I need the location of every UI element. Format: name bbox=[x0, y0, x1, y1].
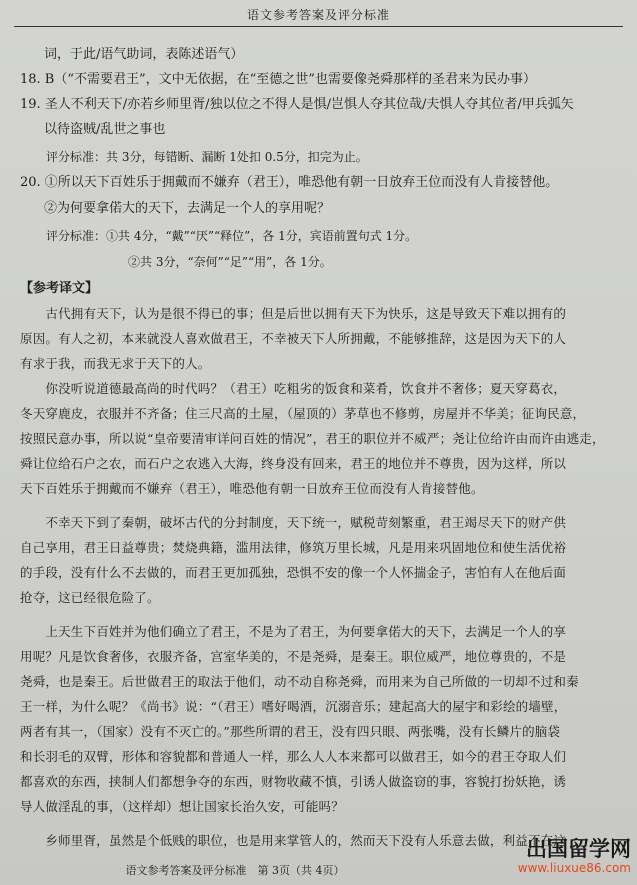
translation-line: 都喜欢的东西，挟制人们都想争夺的东西，财物收藏不慎，引诱人做盗窃的事，容貌打扮妖艳，诱 bbox=[20, 774, 567, 789]
translation-line: 抢夺，这已经很危险了。 bbox=[20, 590, 160, 605]
translation-line: 和长羽毛的双臂，形体和容貌都和普通人一样，那么人人本来都可以做君王，如今的君王夺取人们 bbox=[20, 749, 567, 764]
page-footer: 语文参考答案及评分标准 第 3页（共 4页） bbox=[125, 864, 345, 877]
translation-line: 用呢？凡是饮食奢侈，衣服齐备，宫室华美的，不是尧舜，是秦王。职位威严，地位尊贵的，不是 bbox=[20, 649, 567, 664]
translation-line: 古代拥有天下，认为是很不得已的事；但是后世以拥有天下为快乐，这是导致天下难以拥有的 bbox=[20, 306, 567, 321]
translation-line: 自己享用，君王日益尊贵；焚烧典籍，滥用法律，修筑万里长城，凡是用来巩固地位和使生活优裕 bbox=[20, 540, 567, 555]
answer-20-line-2: ②为何要拿偌大的天下，去满足一个人的享用呢？ bbox=[44, 201, 331, 216]
translation-line: 两者有其一，（国家）没有不灭亡的。”那些所谓的君王，没有四只眼、两张嘴，没有长鳞片的脑袋 bbox=[20, 724, 561, 739]
header-rule bbox=[14, 26, 623, 27]
translation-line: 有求于我，而我无求于天下的人。 bbox=[20, 356, 211, 371]
answer-20-grading-2: ②共 3分，“奈何”“足”“用”，各 1分。 bbox=[128, 255, 332, 269]
answer-18: 18. B（“不需要君王”，文中无依据，在“至德之世”也需要像尧舜那样的圣君来为民办事） bbox=[20, 72, 536, 87]
translation-line: 尧舜，也是秦王。后世做君王的取法于他们，动不动自称尧舜，而用来为自己所做的一切却不过和秦 bbox=[20, 674, 579, 689]
translation-line: 的手段，没有什么不去做的，而君王更加孤独，恐惧不安的像一个人怀揣金子，害怕有人在他后面 bbox=[20, 565, 567, 580]
answer-20-line-1: 20. ①所以天下百姓乐于拥戴而不嫌弃（君王），唯恐他有朝一日放弃王位而没有人肯接替他。 bbox=[20, 175, 559, 190]
translation-line: 王一样，为什么呢？《尚书》说：“（君王）嗜好喝酒，沉溺音乐；建起高大的屋宇和彩绘的墙壁， bbox=[20, 699, 567, 714]
translation-heading: 【参考译文】 bbox=[20, 281, 99, 296]
answer-17-continued: 词，于此/语气助词，表陈述语气） bbox=[44, 47, 244, 62]
translation-line: 按照民意办事，所以说“皇帝要清审详问百姓的情况”，君王的职位并不威严；尧让位给许由而许由逃走， bbox=[20, 431, 605, 446]
translation-line: 不幸天下到了秦朝，破坏古代的分封制度，天下统一，赋税苛刻繁重，君王竭尽天下的财产供 bbox=[20, 515, 567, 530]
translation-line: 天下百姓乐于拥戴而不嫌弃（君王），唯恐他有朝一日放弃王位而没有人肯接替他。 bbox=[20, 481, 484, 496]
watermark-title: 出国留学网 bbox=[526, 837, 631, 861]
answer-19-line-2: 以待盗贼/乱世之事也 bbox=[44, 122, 166, 137]
watermark-url: www.liuxue86.com bbox=[517, 861, 631, 875]
translation-line: 冬天穿鹿皮，衣服并不齐备；住三尺高的土屋，（屋顶的）茅草也不修剪，房屋并不华美；征询民意， bbox=[20, 406, 586, 421]
translation-line: 导人做淫乱的事，（这样却）想让国家长治久安，可能吗？ bbox=[20, 799, 344, 814]
answer-20-grading-1: 评分标准：①共 4分，“戴”“厌”“释位”，各 1分，宾语前置句式 1分。 bbox=[46, 229, 418, 243]
answer-19-line-1: 19. 圣人不利天下/亦若乡师里胥/独以位之不得人是惧/岂惧人夺其位哉/夫惧人夺其位者/甲兵弧矢 bbox=[20, 97, 574, 112]
answer-19-grading: 评分标准：共 3分，每错断、漏断 1处扣 0.5分，扣完为止。 bbox=[46, 150, 368, 164]
translation-line: 你没听说道德最高尚的时代吗？（君王）吃粗劣的饭食和菜肴，饮食并不奢侈；夏天穿葛衣， bbox=[20, 381, 567, 396]
translation-line: 上天生下百姓并为他们确立了君王，不是为了君王，为何要拿偌大的天下，去满足一个人的享 bbox=[20, 624, 567, 639]
translation-line: 原因。有人之初，本来就没人喜欢做君王，不幸被天下人所拥戴，不能够推辞，这是因为天下的人 bbox=[20, 331, 567, 346]
translation-line: 乡师里胥，虽然是个低贱的职位，也是用来掌管人的，然而天下没有人乐意去做，利益不在这 bbox=[20, 833, 567, 848]
running-header: 语文参考答案及评分标准 bbox=[246, 8, 390, 22]
watermark-logo bbox=[481, 837, 631, 881]
translation-line: 舜让位给石户之农，而石户之农逃入大海，终身没有回来，君王的地位并不尊贵，因为这样，所以 bbox=[20, 456, 567, 471]
